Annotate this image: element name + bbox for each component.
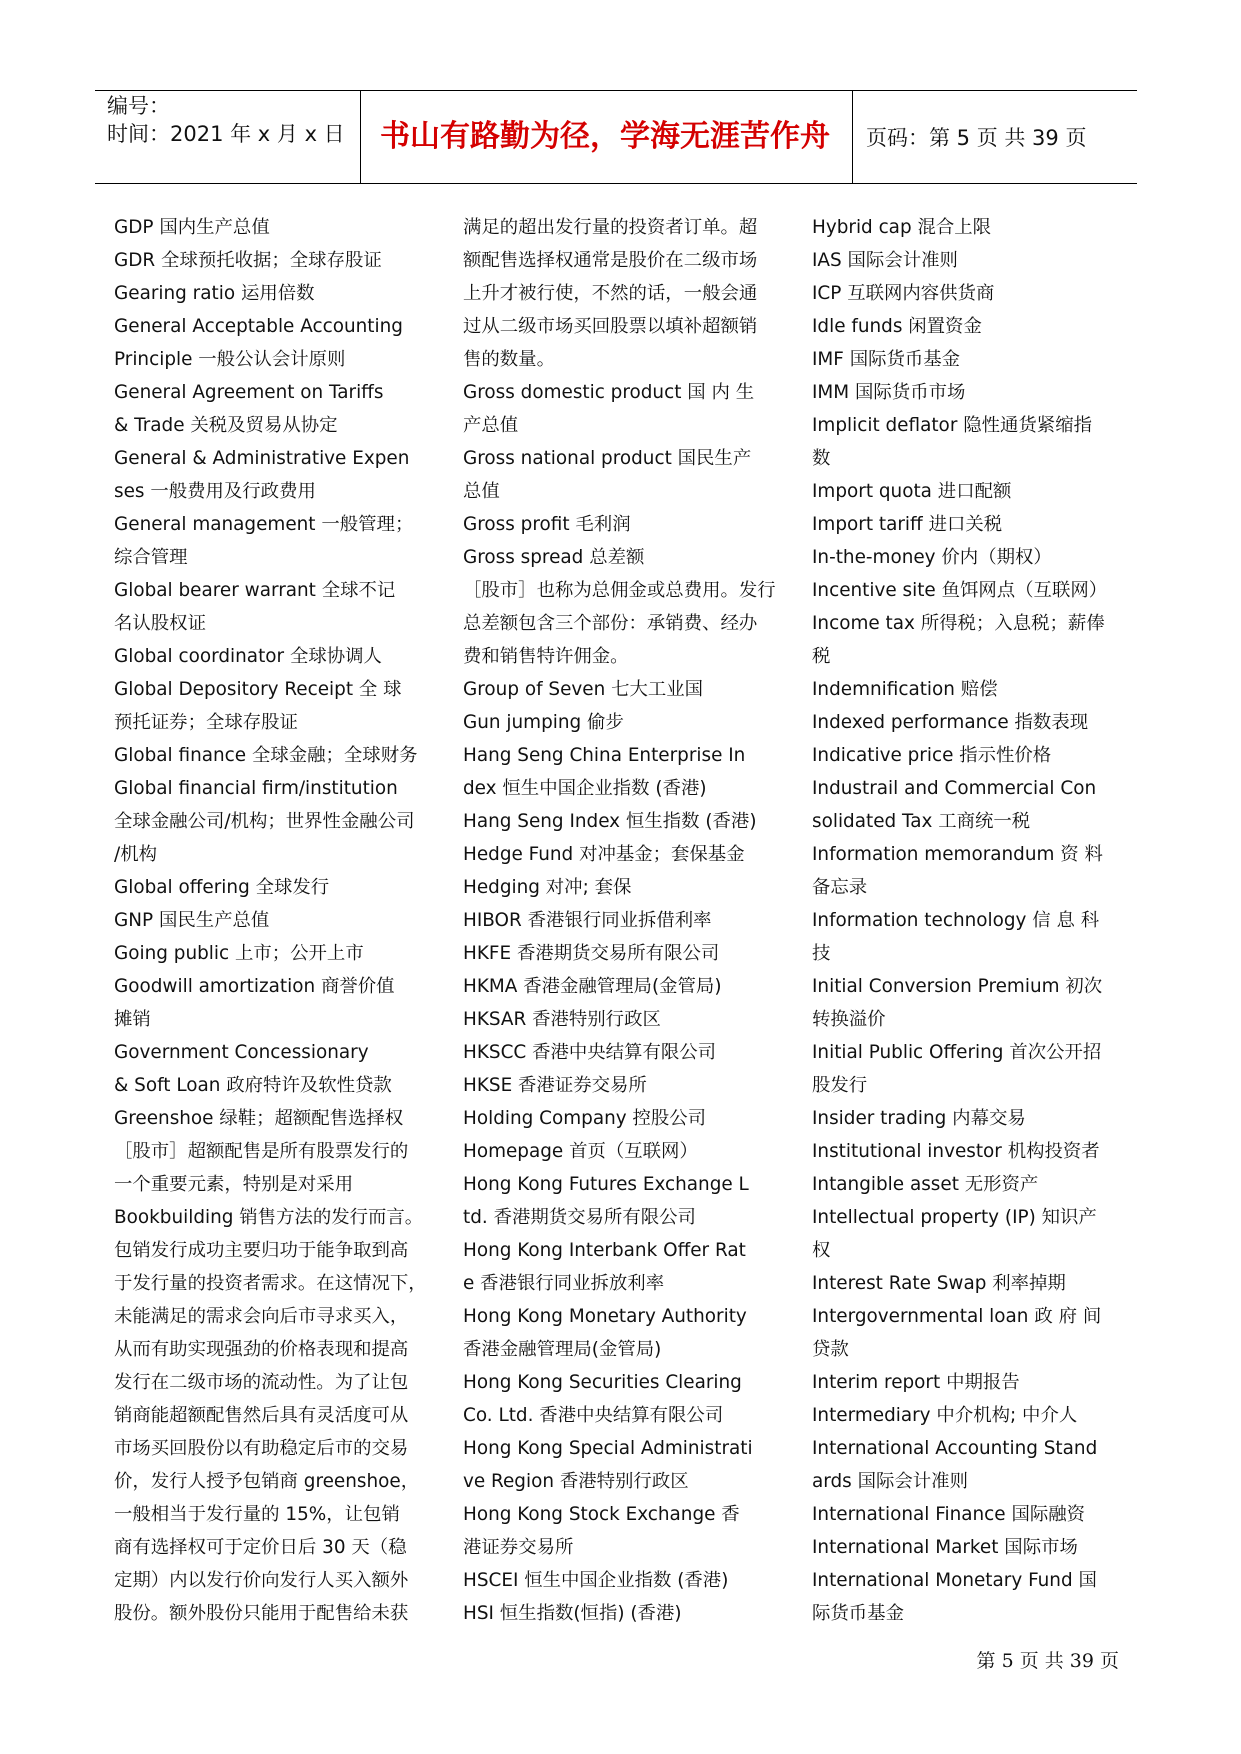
glossary-line: HKSE 香港证券交易所 [463,1075,647,1096]
glossary-line: International Market 国际市场 [812,1537,1078,1558]
glossary-line: General Acceptable Accounting [114,316,403,337]
glossary-line: Initial Public Offering 首次公开招 [812,1042,1102,1063]
glossary-column-1 [114,211,432,1630]
glossary-line: Implicit deflator 隐性通货紧缩指 [812,415,1092,436]
glossary-line: ses 一般费用及行政费用 [114,481,316,502]
glossary-line: HKSAR 香港特别行政区 [463,1009,661,1030]
glossary-line: 贷款 [812,1339,849,1360]
glossary-line: ve Region 香港特别行政区 [463,1471,689,1492]
glossary-line: General Agreement on Tariffs [114,382,384,403]
glossary-line: IMM 国际货币市场 [812,382,966,403]
glossary-line: HIBOR 香港银行同业拆借利率 [463,910,712,931]
glossary-line: 际货币基金 [812,1603,904,1624]
glossary-line: Income tax 所得税；入息税；薪俸 [812,613,1105,634]
glossary-line: Information technology 信 息 科 [812,910,1100,931]
glossary-line: & Soft Loan 政府特许及软性贷款 [114,1075,392,1096]
header-page-code: 页码：第 5 页 共 39 页 [866,126,1087,150]
glossary-line: /机构 [114,844,157,865]
glossary-line: Gross spread 总差额 [463,547,645,568]
glossary-line: Intellectual property (IP) 知识产 [812,1207,1097,1228]
glossary-column-3 [812,211,1130,1630]
glossary-line: 股份。额外股份只能用于配售给未获 [114,1603,409,1624]
glossary-line: Idle funds 闲置资金 [812,316,982,337]
glossary-line: 额配售选择权通常是股价在二级市场 [463,250,758,271]
glossary-line: 预托证券；全球存股证 [114,712,298,733]
glossary-line: td. 香港期货交易所有限公司 [463,1207,696,1228]
glossary-line: 于发行量的投资者需求。在这情况下， [114,1273,427,1294]
glossary-line: 价，发行人授予包销商 greenshoe， [114,1471,420,1492]
glossary-line: 港证券交易所 [463,1537,574,1558]
glossary-line: Incentive site 鱼饵网点（互联网） [812,580,1108,601]
glossary-line: Bookbuilding 销售方法的发行而言。 [114,1207,424,1228]
glossary-line: Homepage 首页（互联网） [463,1141,698,1162]
glossary-line: HKSCC 香港中央结算有限公司 [463,1042,717,1063]
glossary-line: 名认股权证 [114,613,206,634]
glossary-line: IMF 国际货币基金 [812,349,961,370]
glossary-line: 一个重要元素，特别是对采用 [114,1174,354,1195]
header-time-label: 时间：2021 年 x 月 x 日 [107,122,345,146]
glossary-line: International Monetary Fund 国 [812,1570,1097,1591]
glossary-line: Indemnification 赔偿 [812,679,998,700]
glossary-line: In-the-money 价内（期权） [812,547,1052,568]
glossary-line: Greenshoe 绿鞋；超额配售选择权 [114,1108,404,1129]
glossary-line: General management 一般管理； [114,514,414,535]
footer-page-number: 第 5 页 共 39 页 [976,1650,1119,1672]
header-divider-right [852,90,853,184]
glossary-line: & Trade 关税及贸易从协定 [114,415,338,436]
glossary-line: 包销发行成功主要归功于能争取到高 [114,1240,409,1261]
glossary-line: Hong Kong Interbank Offer Rat [463,1240,746,1261]
glossary-line: GDR 全球预托收据；全球存股证 [114,250,382,271]
glossary-line: Information memorandum 资 料 [812,844,1103,865]
glossary-line: Principle 一般公认会计原则 [114,349,346,370]
glossary-line: 发行在二级市场的流动性。为了让包 [114,1372,409,1393]
glossary-line: 摊销 [114,1009,151,1030]
glossary-line: 销商能超额配售然后具有灵活度可从 [114,1405,409,1426]
glossary-line: 综合管理 [114,547,188,568]
glossary-line: Hang Seng China Enterprise In [463,745,746,766]
glossary-line: 转换溢价 [812,1009,886,1030]
glossary-line: GNP 国民生产总值 [114,910,270,931]
glossary-line: Hedge Fund 对冲基金；套保基金 [463,844,745,865]
glossary-line: Hybrid cap 混合上限 [812,217,992,238]
glossary-line: Import tariff 进口关税 [812,514,1003,535]
glossary-line: Interim report 中期报告 [812,1372,1020,1393]
glossary-line: 产总值 [463,415,519,436]
glossary-line: dex 恒生中国企业指数 (香港) [463,778,707,799]
glossary-line: Intermediary 中介机构; 中介人 [812,1405,1078,1426]
glossary-line: Going public 上市；公开上市 [114,943,364,964]
glossary-line: 商有选择权可于定价日后 30 天（稳 [114,1537,407,1558]
glossary-line: GDP 国内生产总值 [114,217,270,238]
glossary-line: Import quota 进口配额 [812,481,1012,502]
glossary-line: 售的数量。 [463,349,555,370]
header-bottom-rule [95,183,1137,184]
glossary-line: 市场买回股份以有助稳定后市的交易 [114,1438,409,1459]
glossary-line: Hong Kong Special Administrati [463,1438,753,1459]
glossary-line: 费和销售特许佣金。 [463,646,629,667]
glossary-line: Intangible asset 无形资产 [812,1174,1039,1195]
glossary-line: ICP 互联网内容供货商 [812,283,995,304]
glossary-line: Gearing ratio 运用倍数 [114,283,315,304]
glossary-line: International Finance 国际融资 [812,1504,1086,1525]
glossary-line: Hedging 对冲; 套保 [463,877,632,898]
glossary-line: 满足的超出发行量的投资者订单。超 [463,217,758,238]
glossary-line: 税 [812,646,831,667]
glossary-line: Industrail and Commercial Con [812,778,1097,799]
glossary-line: International Accounting Stand [812,1438,1098,1459]
glossary-line: IAS 国际会计准则 [812,250,958,271]
header-top-rule [95,90,1137,91]
glossary-line: Global financial firm/institution [114,778,398,799]
glossary-line: Indexed performance 指数表现 [812,712,1089,733]
glossary-line: Gross domestic product 国 内 生 [463,382,755,403]
glossary-line: ［股市］超额配售是所有股票发行的 [114,1141,409,1162]
glossary-line: Hong Kong Monetary Authority [463,1306,747,1327]
glossary-line: Institutional investor 机构投资者 [812,1141,1100,1162]
glossary-line: 数 [812,448,831,469]
glossary-line: ards 国际会计准则 [812,1471,968,1492]
glossary-column-2 [463,211,781,1630]
glossary-line: 过从二级市场买回股票以填补超额销 [463,316,758,337]
glossary-line: e 香港银行同业拆放利率 [463,1273,665,1294]
glossary-line: 总差额包含三个部份：承销费、经办 [463,613,758,634]
glossary-line: Insider trading 内幕交易 [812,1108,1026,1129]
glossary-line: ［股市］也称为总佣金或总费用。发行 [463,580,776,601]
glossary-line: Global bearer warrant 全球不记 [114,580,396,601]
glossary-line: 总值 [463,481,500,502]
header-number-label: 编号： [107,94,170,118]
glossary-line: 定期）内以发行价向发行人买入额外 [114,1570,409,1591]
glossary-line: Hong Kong Futures Exchange L [463,1174,749,1195]
header-motto: 书山有路勤为径，学海无涯苦作舟 [380,119,830,154]
glossary-line: HSI 恒生指数(恒指) (香港) [463,1603,682,1624]
glossary-line: Government Concessionary [114,1042,369,1063]
glossary-line: 未能满足的需求会向后市寻求买入， [114,1306,409,1327]
glossary-line: 一般相当于发行量的 15%，让包销 [114,1504,400,1525]
glossary-line: 上升才被行使，不然的话，一般会通 [463,283,758,304]
glossary-line: Hong Kong Stock Exchange 香 [463,1504,740,1525]
glossary-line: 备忘录 [812,877,868,898]
glossary-line: Gun jumping 偷步 [463,712,624,733]
glossary-line: Co. Ltd. 香港中央结算有限公司 [463,1405,724,1426]
glossary-line: HKFE 香港期货交易所有限公司 [463,943,720,964]
glossary-line: Indicative price 指示性价格 [812,745,1052,766]
glossary-line: Intergovernmental loan 政 府 间 [812,1306,1102,1327]
glossary-line: HKMA 香港金融管理局(金管局) [463,976,722,997]
glossary-line: Global Depository Receipt 全 球 [114,679,402,700]
glossary-line: Interest Rate Swap 利率掉期 [812,1273,1066,1294]
glossary-line: HSCEI 恒生中国企业指数 (香港) [463,1570,729,1591]
glossary-line: Global offering 全球发行 [114,877,330,898]
glossary-line: Gross national product 国民生产 [463,448,752,469]
glossary-line: Global finance 全球金融；全球财务 [114,745,418,766]
glossary-line: Group of Seven 七大工业国 [463,679,704,700]
glossary-line: Hang Seng Index 恒生指数 (香港) [463,811,757,832]
glossary-line: 全球金融公司/机构；世界性金融公司 [114,811,415,832]
glossary-line: 香港金融管理局(金管局) [463,1339,662,1360]
glossary-line: 股发行 [812,1075,868,1096]
glossary-line: 技 [812,943,831,964]
glossary-line: Hong Kong Securities Clearing [463,1372,742,1393]
glossary-line: Global coordinator 全球协调人 [114,646,382,667]
glossary-line: 权 [812,1240,831,1261]
glossary-line: Gross profit 毛利润 [463,514,631,535]
glossary-line: Holding Company 控股公司 [463,1108,707,1129]
glossary-line: 从而有助实现强劲的价格表现和提高 [114,1339,409,1360]
glossary-line: General & Administrative Expen [114,448,410,469]
glossary-line: solidated Tax 工商统一税 [812,811,1031,832]
glossary-line: Initial Conversion Premium 初次 [812,976,1103,997]
glossary-line: Goodwill amortization 商誉价值 [114,976,395,997]
